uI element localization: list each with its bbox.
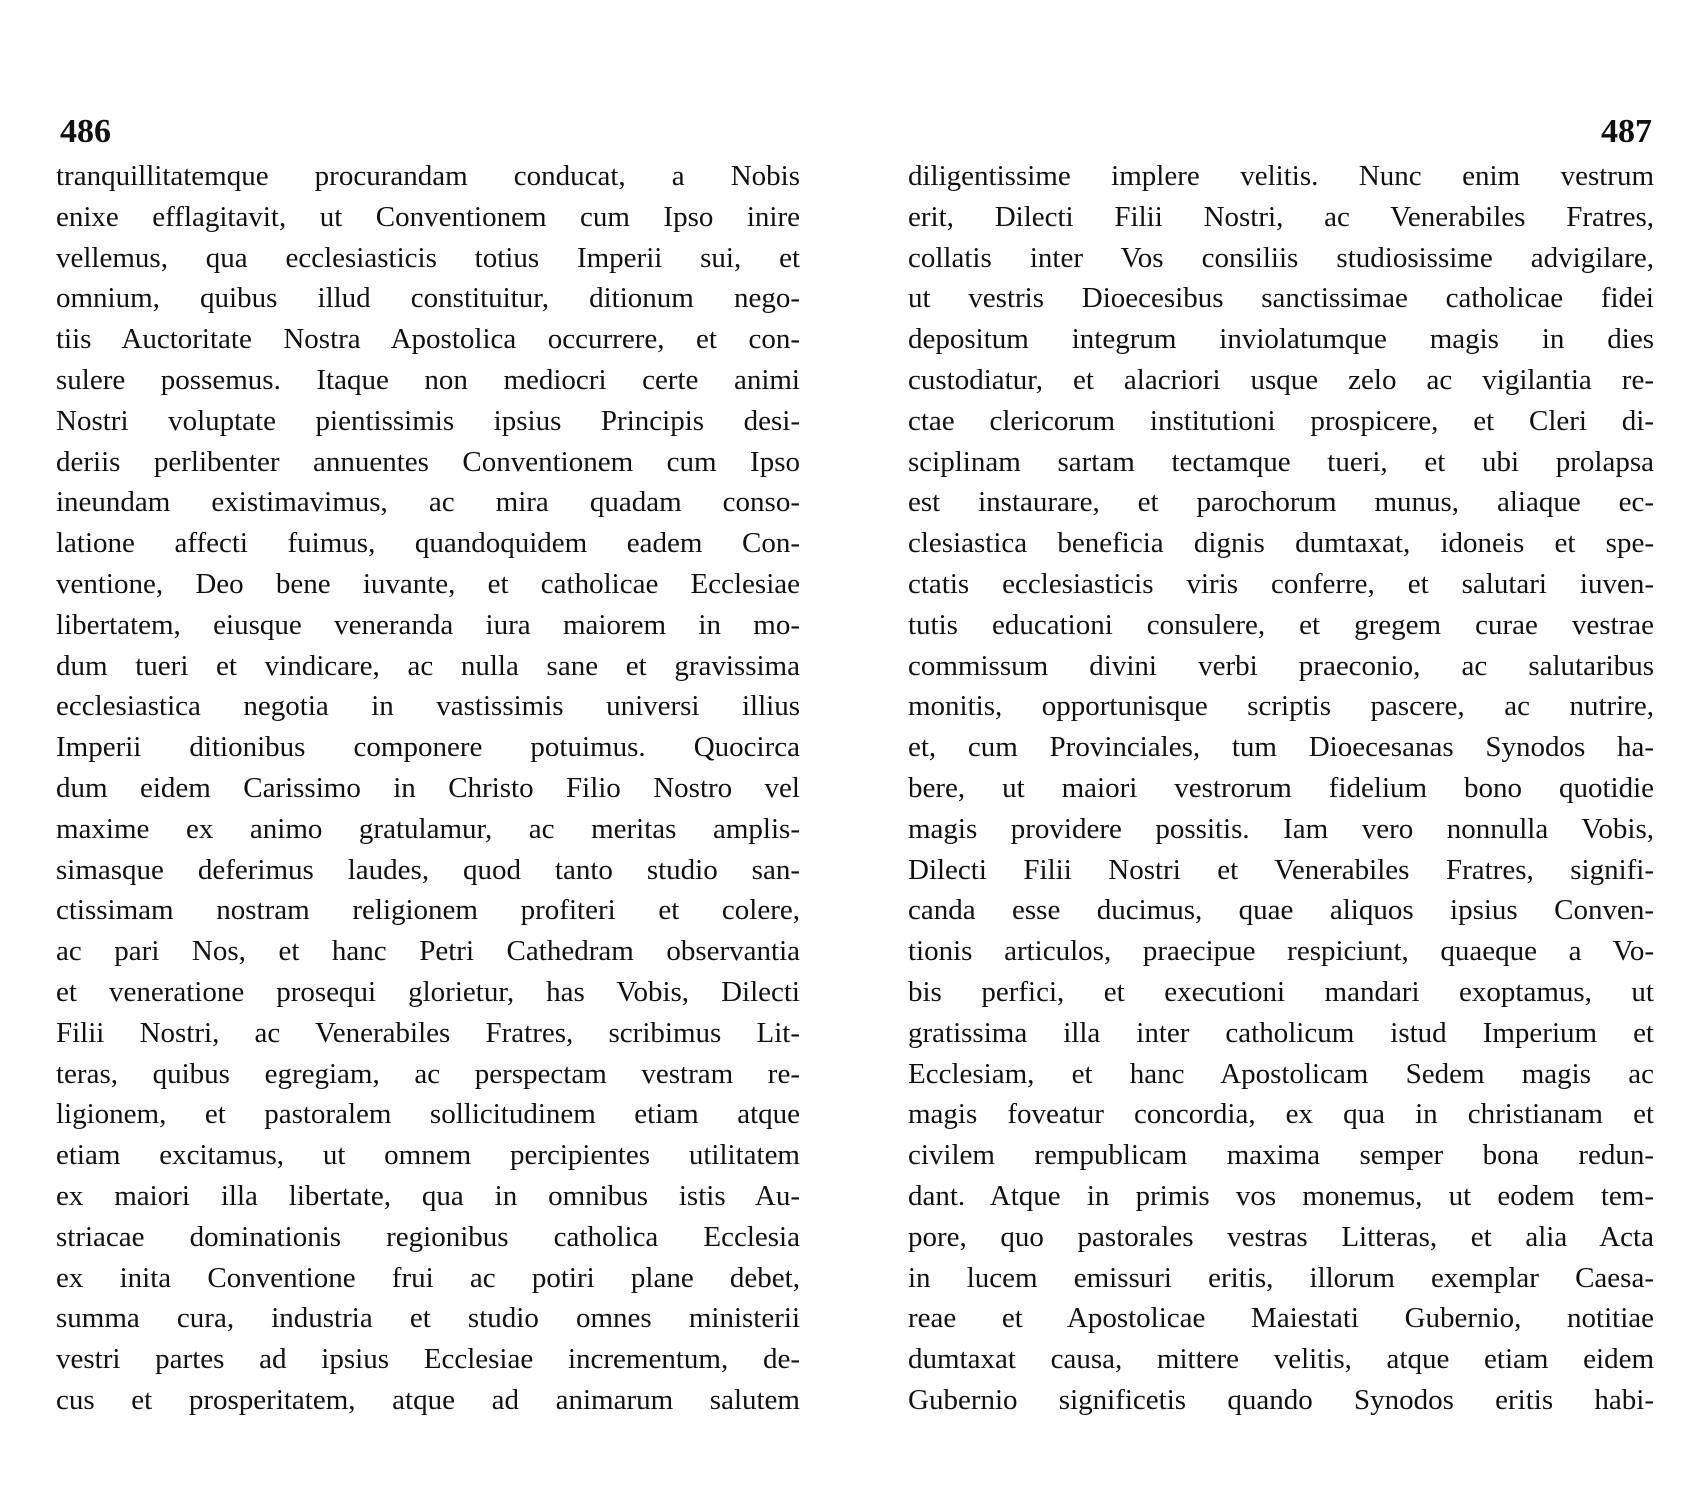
text-line: collatis inter Vos consiliis studiosissime advigilare, [908,241,1654,274]
text-line: summa cura, industria et studio omnes ministerii [56,1302,800,1335]
text-line: in lucem emissuri eritis, illorum exemplar Caesa- [908,1261,1654,1294]
text-line: ineundam existimavimus, ac mira quadam conso- [56,486,800,519]
text-line: commissum divini verbi praeconio, ac salutaribus [908,649,1654,682]
text-line: tranquillitatemque procurandam conducat, a Nobis [56,160,800,192]
text-line: ut vestris Dioecesibus sanctissimae catholicae fidei [908,282,1654,315]
left-page-text [56,156,800,1421]
text-line: ecclesiastica negotia in vastissimis universi illius [56,690,800,723]
text-line: latione affecti fuimus, quandoquidem eadem Con- [56,527,800,560]
text-line: est instaurare, et parochorum munus, aliaque ec- [908,486,1654,519]
text-line: Imperii ditionibus componere potuimus. Quocirca [56,731,800,764]
text-line: custodiatur, et alacriori usque zelo ac vigilantia re- [908,363,1654,396]
text-line: Filii Nostri, ac Venerabiles Fratres, scribimus Lit- [56,1016,800,1049]
text-line: ex maiori illa libertate, qua in omnibus istis Au- [56,1179,800,1212]
text-line: tiis Auctoritate Nostra Apostolica occurrere, et con- [56,323,800,356]
text-line: Ecclesiam, et hanc Apostolicam Sedem magis ac [908,1057,1654,1090]
text-line: gratissima illa inter catholicum istud Imperium et [908,1016,1654,1049]
right-page-text [908,156,1654,1421]
text-line: etiam excitamus, ut omnem percipientes utilitatem [56,1139,800,1172]
page-number-left: 486 [60,113,111,150]
text-line: ctatis ecclesiasticis viris conferre, et salutari iuven- [908,567,1654,600]
text-line: tionis articulos, praecipue respiciunt, quaeque a Vo- [908,935,1654,968]
text-line: maxime ex animo gratulamur, ac meritas amplis- [56,812,800,845]
page-number-right: 487 [1601,113,1652,150]
text-line: simasque deferimus laudes, quod tanto studio san- [56,853,800,886]
text-line: et, cum Provinciales, tum Dioecesanas Synodos ha- [908,731,1654,764]
text-line: libertatem, eiusque veneranda iura maiorem in mo- [56,608,800,641]
text-line: diligentissime implere velitis. Nunc enim vestrum [908,160,1654,192]
text-line: dum tueri et vindicare, ac nulla sane et gravissima [56,649,800,682]
text-line: civilem rempublicam maxima semper bona redun- [908,1139,1654,1172]
text-line: canda esse ducimus, quae aliquos ipsius Conven- [908,894,1654,927]
text-line: bere, ut maiori vestrorum fidelium bono quotidie [908,771,1654,804]
text-line: omnium, quibus illud constituitur, ditionum nego- [56,282,800,315]
text-line: cus et prosperitatem, atque ad animarum salutem [56,1383,800,1416]
text-line: dumtaxat causa, mittere velitis, atque etiam eidem [908,1343,1654,1376]
text-line: pore, quo pastorales vestras Litteras, et alia Acta [908,1220,1654,1253]
text-line: Dilecti Filii Nostri et Venerabiles Fratres, signifi- [908,853,1654,886]
text-line: clesiastica beneficia dignis dumtaxat, idoneis et spe- [908,527,1654,560]
text-line: Nostri voluptate pientissimis ipsius Principis desi- [56,404,800,437]
text-line: enixe efflagitavit, ut Conventionem cum Ipso inire [56,200,800,233]
text-line: erit, Dilecti Filii Nostri, ac Venerabiles Fratres, [908,200,1654,233]
text-line: ligionem, et pastoralem sollicitudinem etiam atque [56,1098,800,1131]
text-line: Gubernio significetis quando Synodos eritis habi- [908,1383,1654,1416]
text-line: teras, quibus egregiam, ac perspectam vestram re- [56,1057,800,1090]
text-line: vellemus, qua ecclesiasticis totius Imperii sui, et [56,241,800,274]
text-line: depositum integrum inviolatumque magis in dies [908,323,1654,356]
text-line: magis providere possitis. Iam vero nonnulla Vobis, [908,812,1654,845]
text-line: ventione, Deo bene iuvante, et catholicae Ecclesiae [56,567,800,600]
text-line: sciplinam sartam tectamque tueri, et ubi prolapsa [908,445,1654,478]
text-line: sulere possemus. Itaque non mediocri certe animi [56,363,800,396]
text-line: reae et Apostolicae Maiestati Gubernio, notitiae [908,1302,1654,1335]
text-line: monitis, opportunisque scriptis pascere, ac nutrire, [908,690,1654,723]
text-line: ctissimam nostram religionem profiteri et colere, [56,894,800,927]
text-line: magis foveatur concordia, ex qua in christianam et [908,1098,1654,1131]
text-line: tutis educationi consulere, et gregem curae vestrae [908,608,1654,641]
text-line: ex inita Conventione frui ac potiri plane debet, [56,1261,800,1294]
text-line: striacae dominationis regionibus catholica Ecclesia [56,1220,800,1253]
text-line: ctae clericorum institutioni prospicere, et Cleri di- [908,404,1654,437]
text-line: et veneratione prosequi glorietur, has Vobis, Dilecti [56,975,800,1008]
text-line: vestri partes ad ipsius Ecclesiae incrementum, de- [56,1343,800,1376]
text-line: dant. Atque in primis vos monemus, ut eodem tem- [908,1179,1654,1212]
text-line: dum eidem Carissimo in Christo Filio Nostro vel [56,771,800,804]
text-line: deriis perlibenter annuentes Conventionem cum Ipso [56,445,800,478]
text-line: ac pari Nos, et hanc Petri Cathedram observantia [56,935,800,968]
text-line: bis perfici, et executioni mandari exoptamus, ut [908,975,1654,1008]
